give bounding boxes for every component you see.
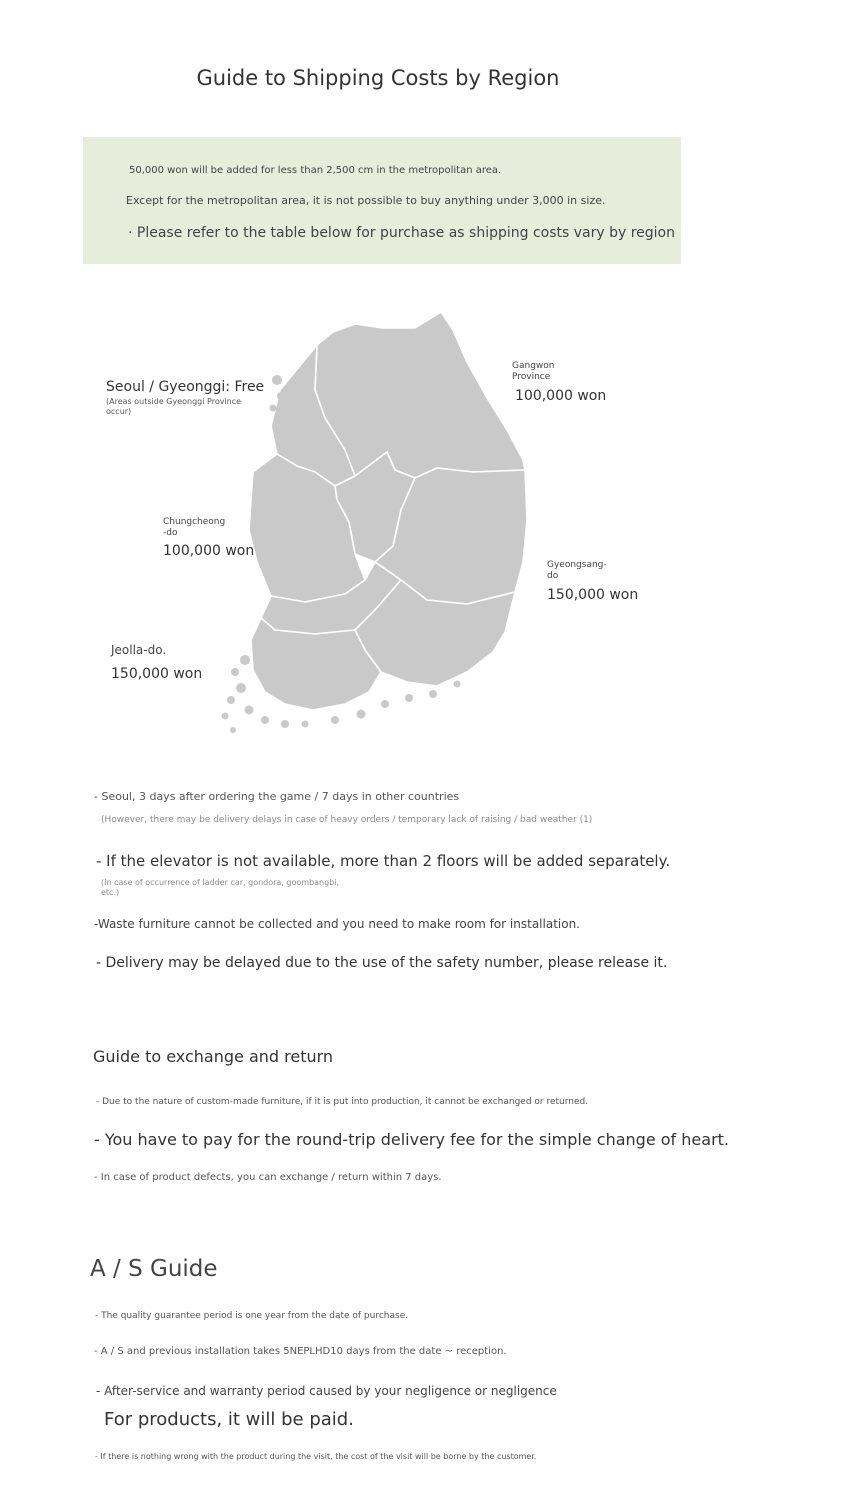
as-warranty-period-line: - The quality guarantee period is one year from the date of purchase. <box>95 1311 409 1321</box>
shipping-notice-box <box>83 137 681 264</box>
notice-line-size-limit: Except for the metropolitan area, it is not possible to buy anything under 3,000 in size. <box>126 194 606 207</box>
as-negligence-line: - After-service and warranty period caused by your negligence or negligence <box>96 1384 557 1398</box>
region-seoul-note: (Areas outside Gyeonggi Province <box>106 397 242 406</box>
exchange-custom-made-line: - Due to the nature of custom-made furniture, if it is put into production, it cannot be exchanged or returned. <box>96 1097 589 1107</box>
region-gangwon-label-cont: Province <box>512 372 551 382</box>
region-seoul-note-cont: occur) <box>106 407 132 416</box>
notice-line-refer-table: · Please refer to the table below for purchase as shipping costs vary by region <box>128 225 675 241</box>
as-guide-heading: A / S Guide <box>90 1256 218 1282</box>
region-gangwon-label: Gangwon <box>512 361 555 371</box>
exchange-heading: Guide to exchange and return <box>93 1047 334 1066</box>
region-chungcheong-label-cont: -do <box>163 528 178 538</box>
as-paid-products-line: For products, it will be paid. <box>104 1409 354 1430</box>
region-gangwon-price: 100,000 won <box>515 388 607 404</box>
exchange-round-trip-fee-line: - You have to pay for the round-trip delivery fee for the simple change of heart. <box>94 1130 729 1149</box>
region-gyeongsang-label: Gyeongsang- <box>547 560 607 570</box>
region-gyeongsang-price: 150,000 won <box>547 587 639 603</box>
delivery-safety-number-line: - Delivery may be delayed due to the use of the safety number, please release it. <box>96 955 668 971</box>
region-gyeongsang-label-cont: do <box>547 571 559 581</box>
region-chungcheong-label: Chungcheong <box>163 517 226 527</box>
delivery-waste-furniture-line: -Waste furniture cannot be collected and you need to make room for installation. <box>94 917 580 931</box>
exchange-defect-line: - In case of product defects, you can exchange / return within 7 days. <box>94 1172 442 1183</box>
region-seoul-label: Seoul / Gyeonggi: Free <box>106 379 265 395</box>
delivery-ladder-note: (In case of occurrence of ladder car, gondora, goombangbi, <box>101 878 340 887</box>
region-jeolla-label: Jeolla-do. <box>111 643 167 657</box>
delivery-ladder-note-cont: etc.) <box>101 888 120 897</box>
page-title: Guide to Shipping Costs by Region <box>196 66 560 90</box>
delivery-period-line: - Seoul, 3 days after ordering the game / 7 days in other countries <box>94 790 460 803</box>
region-chungcheong-price: 100,000 won <box>163 543 255 559</box>
delivery-delay-note: (However, there may be delivery delays in case of heavy orders / temporary lack of raising / bad weather (1) <box>101 815 593 825</box>
as-visit-cost-line: - If there is nothing wrong with the product during the visit, the cost of the visit will be borne by the customer. <box>95 1452 537 1461</box>
delivery-elevator-line: - If the elevator is not available, more than 2 floors will be added separately. <box>96 852 671 870</box>
region-jeolla-price: 150,000 won <box>111 666 203 682</box>
notice-line-metro-surcharge: 50,000 won will be added for less than 2,500 cm in the metropolitan area. <box>129 165 502 176</box>
korea-region-map <box>205 300 545 750</box>
as-installation-line: - A / S and previous installation takes 5NEPLHD10 days from the date ~ reception. <box>94 1346 507 1357</box>
